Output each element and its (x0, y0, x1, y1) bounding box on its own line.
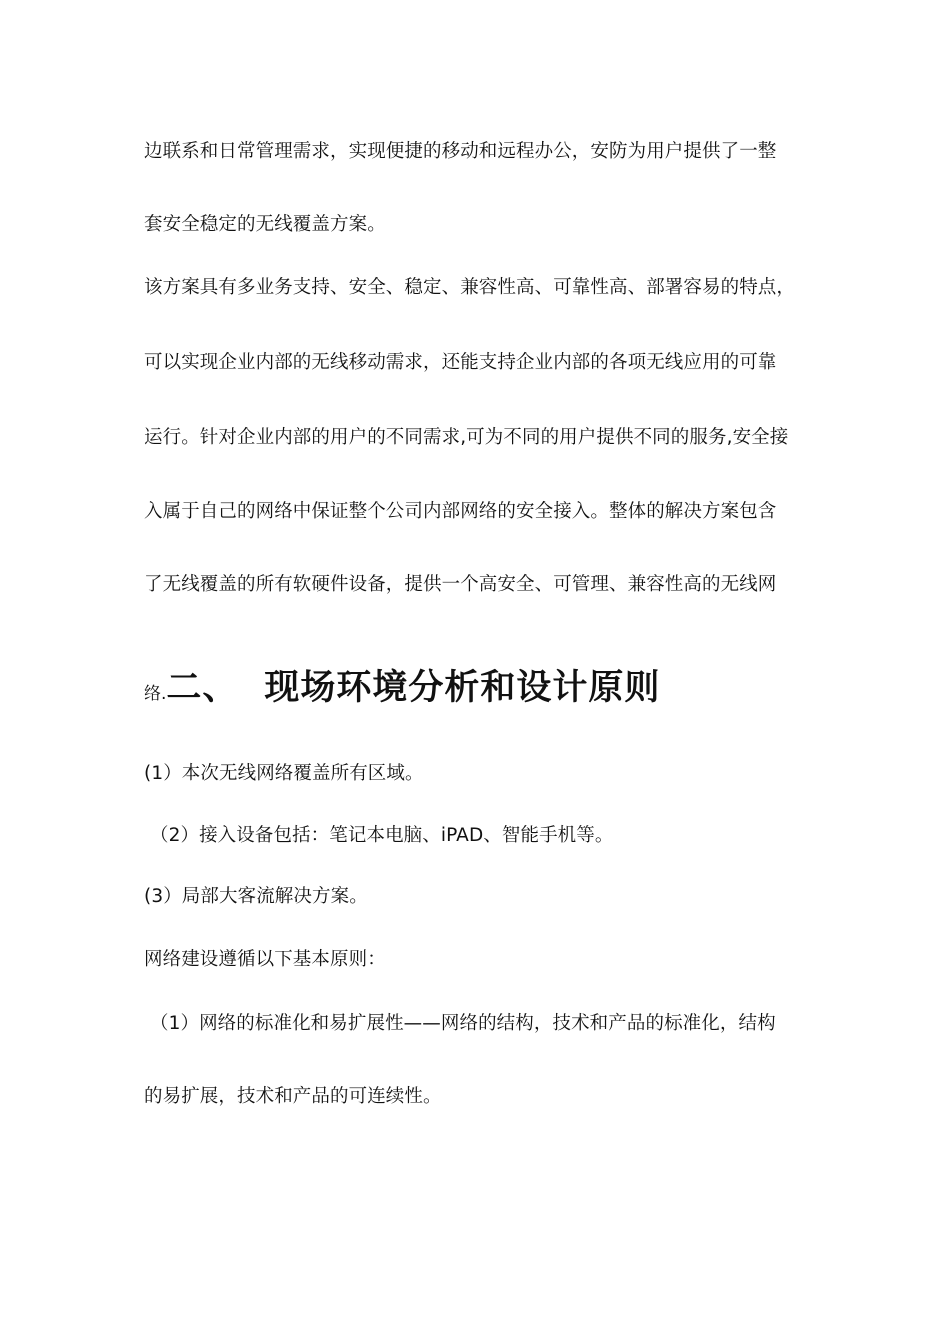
paragraph-line: 可以实现企业内部的无线移动需求，还能支持企业内部的各项无线应用的可靠 (144, 352, 777, 373)
paragraph-tail: 络. (144, 684, 167, 704)
paragraph-line: 边联系和日常管理需求，实现便捷的移动和远程办公，安防为用户提供了一整 (144, 141, 777, 162)
list-item: （1）网络的标准化和易扩展性——网络的结构，技术和产品的标准化，结构 (150, 1013, 776, 1034)
paragraph-line: 该方案具有多业务支持、安全、稳定、兼容性高、可靠性高、部署容易的特点， (144, 277, 796, 298)
section-heading-row (144, 664, 660, 718)
list-item: （2）接入设备包括：笔记本电脑、iPAD、智能手机等。 (150, 825, 614, 846)
paragraph-line: 了无线覆盖的所有软硬件设备，提供一个高安全、可管理、兼容性高的无线网 (144, 574, 777, 595)
paragraph-line: 运行。针对企业内部的用户的不同需求,可为不同的用户提供不同的服务,安全接 (144, 427, 789, 448)
list-item-continuation: 的易扩展，技术和产品的可连续性。 (144, 1086, 442, 1107)
section-number: 二、 (166, 668, 239, 708)
section-title: 现场环境分析和设计原则 (264, 668, 661, 708)
principles-intro: 网络建设遵循以下基本原则： (144, 949, 386, 970)
paragraph-line: 套安全稳定的无线覆盖方案。 (144, 214, 386, 235)
paragraph-line: 入属于自己的网络中保证整个公司内部网络的安全接入。整体的解决方案包含 (144, 501, 777, 522)
section-heading (166, 668, 660, 708)
list-item: (1）本次无线网络覆盖所有区域。 (144, 763, 424, 784)
list-item: (3）局部大客流解决方案。 (144, 886, 368, 907)
